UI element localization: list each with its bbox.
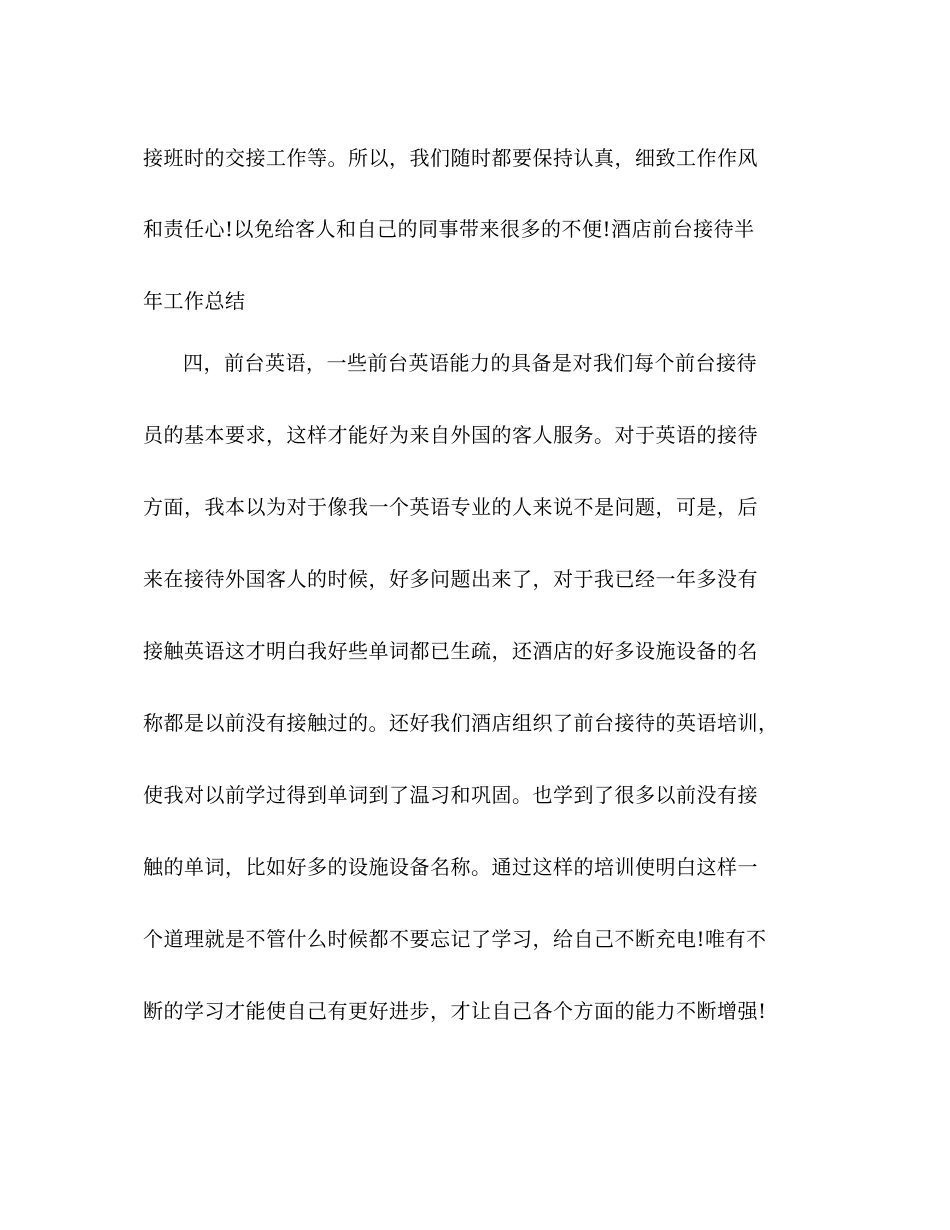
paragraph-line: 四，前台英语，一些前台英语能力的具备是对我们每个前台接待	[183, 351, 757, 375]
paragraph-line: 称都是以前没有接触过的。还好我们酒店组织了前台接待的英语培训，	[143, 711, 779, 735]
paragraph-line: 触的单词，比如好多的设施设备名称。通过这样的培训使明白这样一	[143, 855, 758, 879]
paragraph-line: 来在接待外国客人的时候，好多问题出来了，对于我已经一年多没有	[143, 567, 758, 591]
paragraph-line: 和责任心!以免给客人和自己的同事带来很多的不便!酒店前台接待半	[143, 217, 755, 241]
paragraph-line: 员的基本要求，这样才能好为来自外国的客人服务。对于英语的接待	[143, 423, 758, 447]
paragraph-line: 个道理就是不管什么时候都不要忘记了学习，给自己不断充电!唯有不	[143, 927, 767, 951]
paragraph-line: 接班时的交接工作等。所以，我们随时都要保持认真，细致工作作风	[143, 146, 758, 170]
paragraph-line: 断的学习才能使自己有更好进步，才让自己各个方面的能力不断增强!	[143, 999, 767, 1023]
paragraph-line: 年工作总结	[143, 289, 246, 313]
paragraph-line: 接触英语这才明白我好些单词都已生疏，还酒店的好多设施设备的名	[143, 639, 758, 663]
paragraph-line: 方面，我本以为对于像我一个英语专业的人来说不是问题，可是，后	[143, 495, 758, 519]
paragraph-line: 使我对以前学过得到单词到了温习和巩固。也学到了很多以前没有接	[143, 783, 758, 807]
